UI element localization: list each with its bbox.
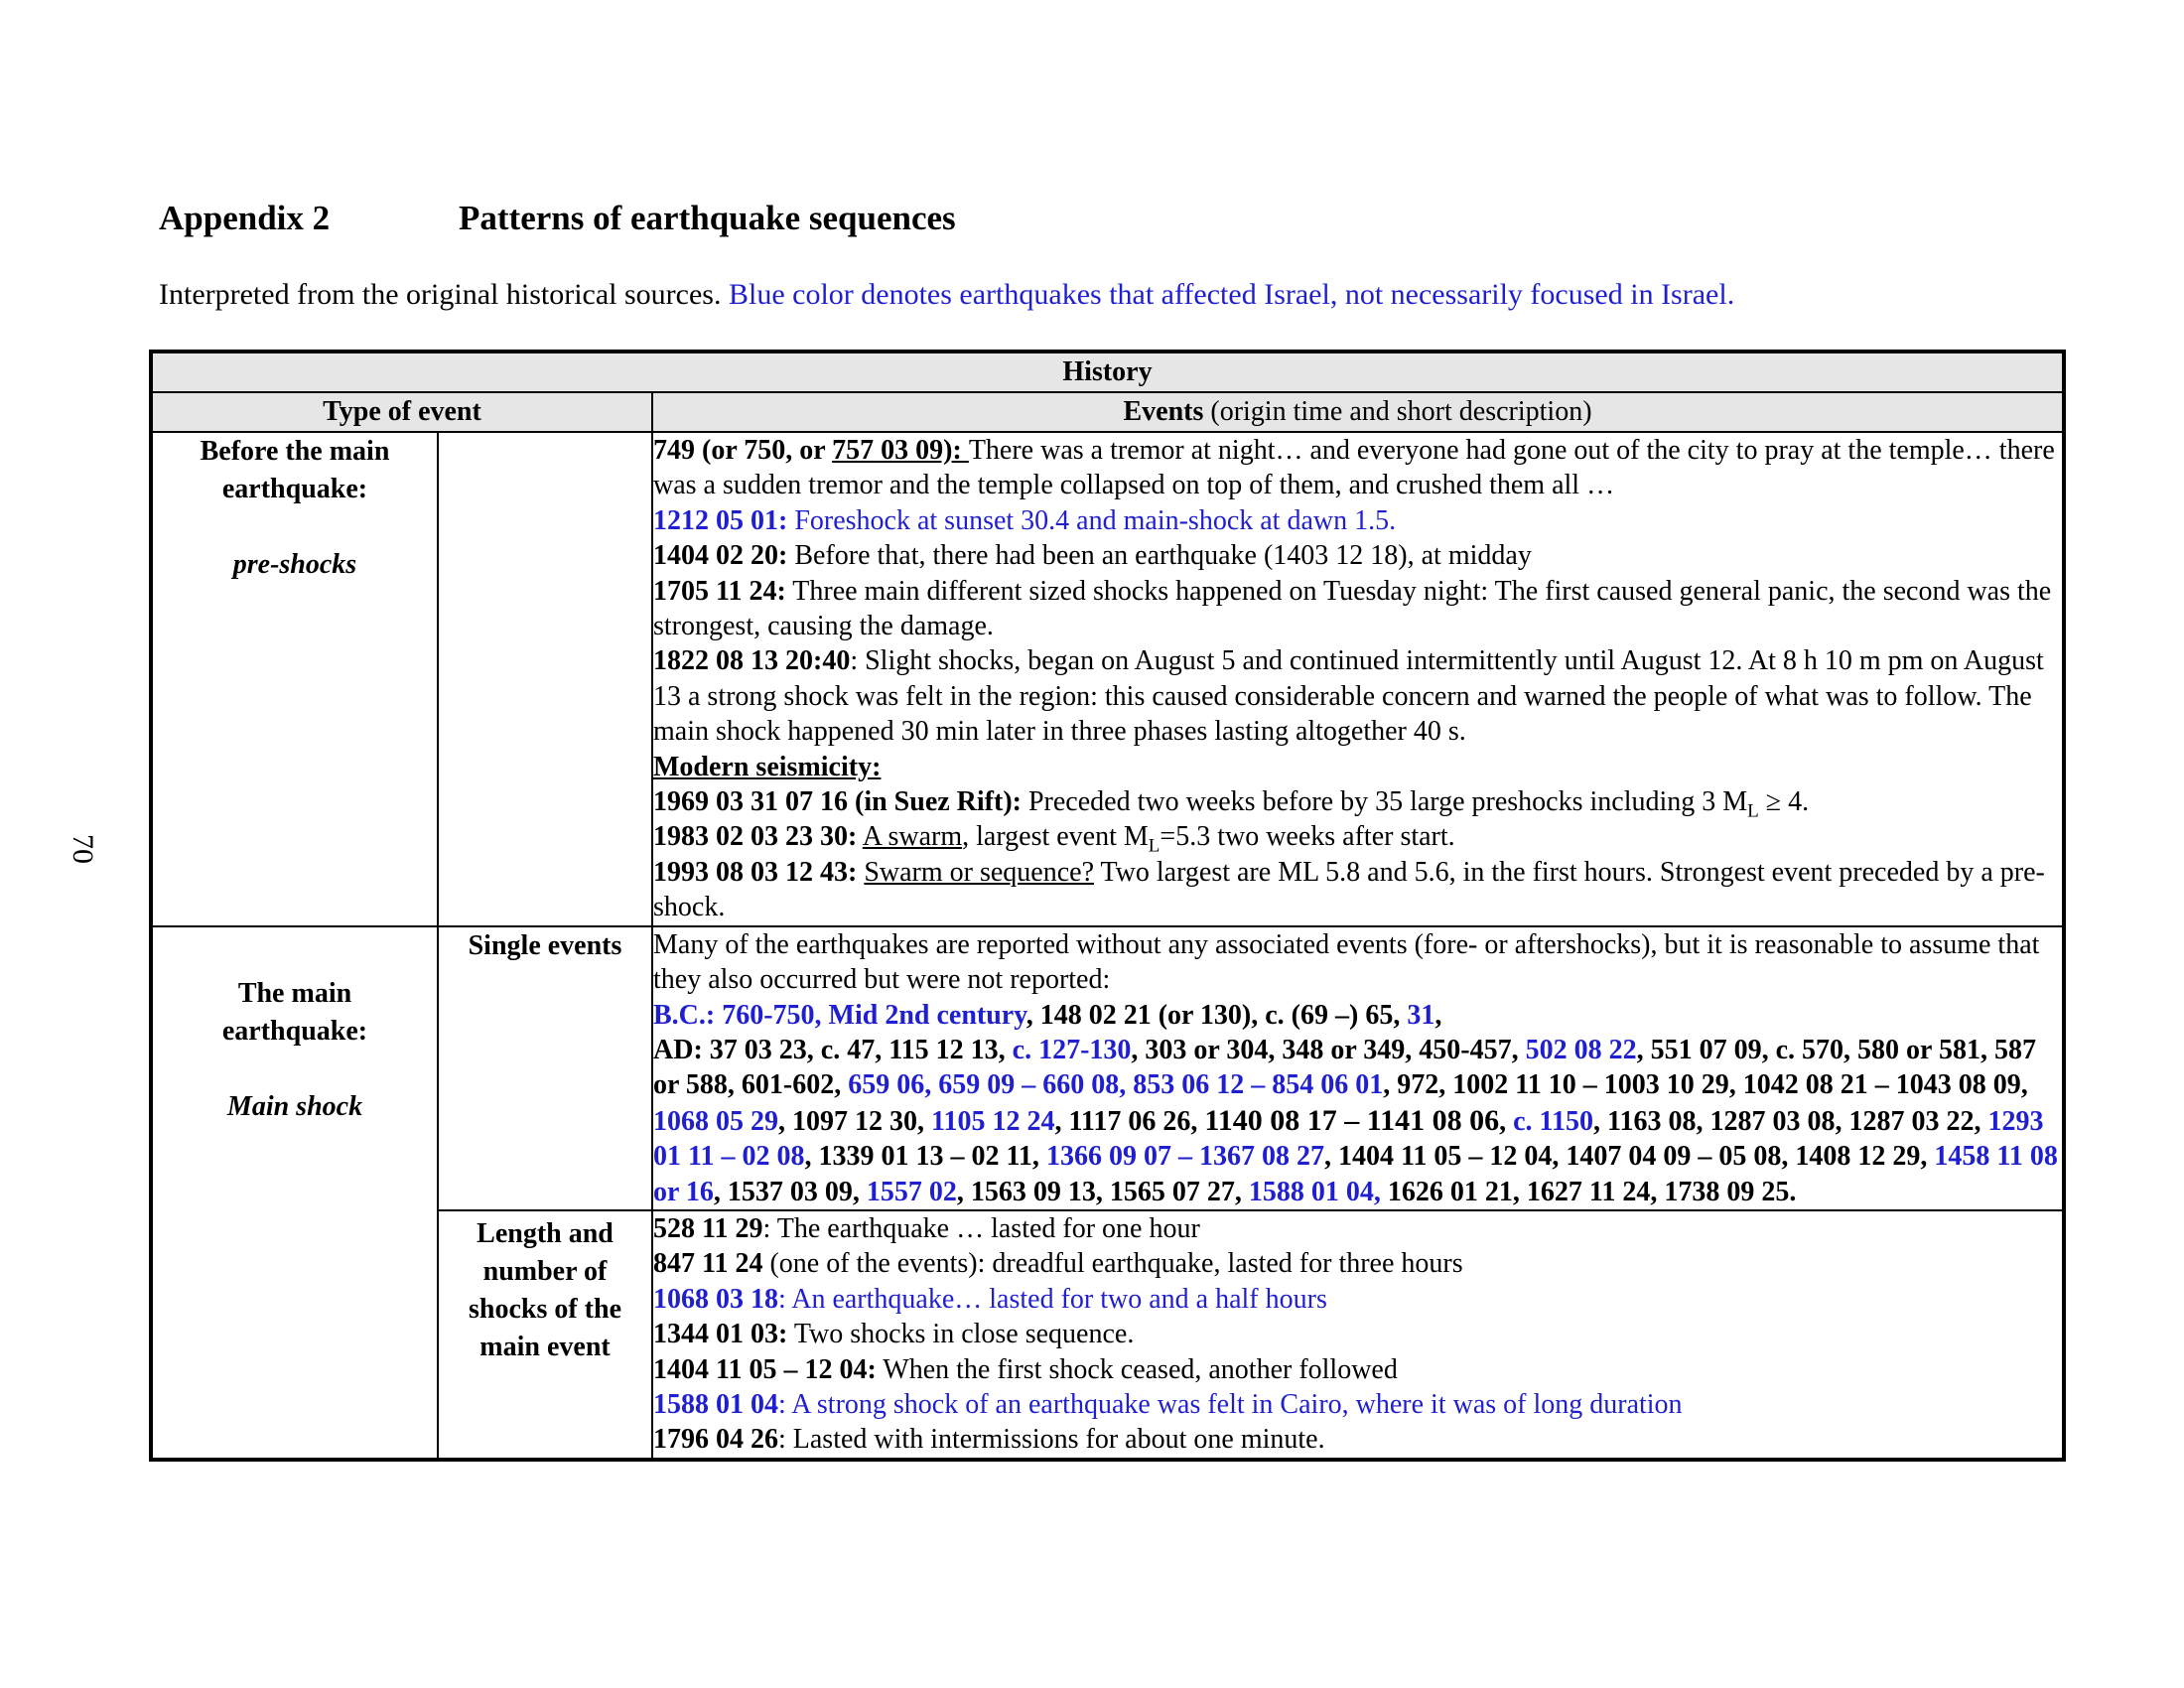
event-entry xyxy=(653,538,2062,573)
event-entry xyxy=(653,855,2062,925)
event-date: 1212 05 01: xyxy=(653,504,788,536)
event-entry xyxy=(653,1352,2062,1387)
event-text: =5.3 two weeks after start. xyxy=(1160,821,1455,853)
events-cell-pre-shocks xyxy=(652,432,2064,926)
event-entry xyxy=(653,1387,2062,1422)
date-blue: 1588 01 04, xyxy=(1248,1176,1381,1207)
event-date: 1969 03 31 07 16 (in Suez Rift): xyxy=(653,786,1022,818)
type-label-line: earthquake: xyxy=(221,474,368,504)
event-date: 1796 04 26 xyxy=(653,1424,778,1456)
subtype-label-line: shocks of the xyxy=(468,1293,621,1325)
column-header-events-bold: Events xyxy=(1123,396,1204,427)
modern-seismicity-heading: Modern seismicity: xyxy=(653,751,882,782)
event-date: 1404 02 20: xyxy=(653,540,788,572)
type-label-line: Before the main xyxy=(200,436,390,467)
event-entry xyxy=(653,574,2062,644)
event-date: 528 11 29 xyxy=(653,1212,763,1244)
intro-paragraph xyxy=(159,278,1734,312)
intro-color-note: Blue color denotes earthquakes that affected Israel, not necessarily focused in Israel. xyxy=(728,278,1735,311)
event-date: 749 (or 750, or xyxy=(653,435,833,466)
event-text: : Lasted with intermissions for about one minute. xyxy=(778,1424,1325,1456)
date-black: , xyxy=(1434,999,1442,1031)
event-text: : An earthquake… lasted for two and a half hours xyxy=(778,1283,1327,1315)
table-row-pre-shocks xyxy=(151,432,2064,926)
events-cell-length xyxy=(652,1210,2064,1460)
bc-dates-line xyxy=(653,998,2062,1033)
event-text: : Slight shocks, began on August 5 and continued intermittently until August 12. At 8 h 10 m pm on August 13 a strong shock was felt in the region: this caused considerable concern and warned the people of what was to follow. The main shock happened 30 min later in three phases lasting altogether 40 s. xyxy=(653,645,2044,748)
event-entry xyxy=(653,1282,2062,1317)
subtype-cell-empty xyxy=(438,432,652,926)
date-black: 1140 08 17 – 1141 08 06 xyxy=(1204,1103,1500,1137)
event-date: 1068 03 18 xyxy=(653,1283,778,1315)
event-date-underlined: 757 03 09): xyxy=(832,435,969,466)
event-text: There was a tremor at night… and everyone had gone out of the city to pray at the temple… there was a sudden tremor and the temple collapsed on top of them, and crushed them all … xyxy=(653,435,2055,501)
date-black: , 1339 01 13 – 02 11, xyxy=(804,1141,1046,1173)
ad-dates-list xyxy=(653,1033,2062,1209)
event-underlined: Swarm or sequence? xyxy=(864,856,1095,888)
date-black: , 1563 09 13, 1565 07 27, xyxy=(956,1176,1249,1207)
type-label-italic: pre-shocks xyxy=(232,549,357,580)
type-label-line: earthquake: xyxy=(221,1015,368,1047)
earthquake-patterns-table xyxy=(149,350,2066,1462)
date-black: , 972, 1002 11 10 – 1003 10 29, 1042 08 21 – 1043 08 09, xyxy=(1383,1069,2028,1101)
type-cell-main-shock xyxy=(151,926,438,1460)
column-header-type: Type of event xyxy=(151,392,652,432)
date-black: , xyxy=(1499,1105,1514,1137)
date-black: , 1097 12 30, xyxy=(778,1105,931,1137)
event-entry xyxy=(653,819,2062,858)
event-text: Two shocks in close sequence. xyxy=(787,1319,1135,1350)
intro-text: Interpreted from the original historical sources. xyxy=(159,278,722,311)
date-blue: 1458 11 08 or 16 xyxy=(653,1141,2058,1207)
event-entry xyxy=(653,503,2062,538)
date-blue: 1366 09 07 – 1367 08 27 xyxy=(1045,1141,1324,1173)
table-row-single-events xyxy=(151,926,2064,1210)
event-text: ≥ 4. xyxy=(1758,786,1810,818)
appendix-label: Appendix 2 xyxy=(159,199,331,237)
events-cell-single-events xyxy=(652,926,2064,1210)
event-text: Before that, there had been an earthquake (1403 12 18), at midday xyxy=(787,540,1532,572)
date-blue: 502 08 22 xyxy=(1525,1034,1637,1065)
single-events-intro: Many of the earthquakes are reported without any associated events (fore- or aftershocks), but it is reasonable to assume that they also occurred but were not reported: xyxy=(653,928,2040,996)
date-black: AD: 37 03 23, c. 47, 115 12 13, xyxy=(653,1034,1013,1065)
event-date: 1822 08 13 20:40 xyxy=(653,645,851,677)
column-header-events-rest: (origin time and short description) xyxy=(1210,396,1592,427)
event-text: Three main different sized shocks happened on Tuesday night: The first caused general panic, the second was the strongest, causing the damage. xyxy=(653,575,2052,642)
date-blue: 1068 05 29 xyxy=(653,1105,778,1137)
date-black: , 1537 03 09, xyxy=(713,1176,867,1207)
event-entry xyxy=(653,643,2062,749)
type-label-line: The main xyxy=(237,977,352,1009)
date-blue: 31 xyxy=(1407,999,1435,1031)
event-text: Preceded two weeks before by 35 large preshocks including 3 M xyxy=(1021,786,1748,818)
event-text: When the first shock ceased, another followed xyxy=(876,1353,1398,1385)
event-text: : A strong shock of an earthquake was felt in Cairo, where it was of long duration xyxy=(778,1388,1683,1420)
event-entry xyxy=(653,1211,2062,1246)
event-entry xyxy=(653,1422,2062,1457)
date-black: , 1117 06 26, xyxy=(1054,1105,1205,1137)
date-blue: 1293 01 11 – 02 08 xyxy=(653,1105,2044,1173)
date-black: , 1163 08, 1287 03 08, 1287 03 22, xyxy=(1592,1105,1988,1137)
subtype-label-line: number of xyxy=(482,1255,608,1287)
date-black: , 303 or 304, 348 or 349, 450-457, xyxy=(1131,1034,1526,1065)
subtype-cell-length xyxy=(438,1210,652,1460)
subtype-label-line: Length and xyxy=(477,1217,614,1249)
event-date: 1993 08 03 12 43: xyxy=(653,856,858,888)
magnitude-subscript: L xyxy=(1747,800,1759,822)
event-entry xyxy=(653,1246,2062,1281)
date-blue: 659 06, 659 09 – 660 08, 853 06 12 – 854 06 01 xyxy=(848,1069,1384,1101)
column-header-events xyxy=(652,392,2064,432)
date-blue: 1105 12 24 xyxy=(931,1105,1055,1137)
table-row-length-of-shocks xyxy=(151,1210,2064,1460)
appendix-heading xyxy=(159,199,956,238)
type-cell-pre-shocks xyxy=(151,432,438,926)
event-date: 847 11 24 xyxy=(653,1248,763,1280)
event-date: 1588 01 04 xyxy=(653,1388,778,1420)
magnitude-subscript: L xyxy=(1148,836,1160,858)
date-black: 1626 01 21, 1627 11 24, 1738 09 25. xyxy=(1380,1176,1797,1207)
type-label-italic: Main shock xyxy=(226,1090,363,1122)
event-text: : The earthquake … lasted for one hour xyxy=(762,1212,1200,1244)
subtype-cell-single-events: Single events xyxy=(438,926,652,1210)
event-entry xyxy=(653,433,2062,503)
event-text: , largest event M xyxy=(962,821,1149,853)
appendix-title: Patterns of earthquake sequences xyxy=(459,199,956,237)
date-black: , 551 07 09, c. 570, 580 or 581, 587 or 588, 601-602, xyxy=(653,1034,2036,1101)
date-blue: 1557 02 xyxy=(866,1176,957,1207)
event-date: 1705 11 24: xyxy=(653,575,786,607)
event-entry xyxy=(653,1317,2062,1351)
event-date: 1344 01 03: xyxy=(653,1319,788,1350)
event-date: 1404 11 05 – 12 04: xyxy=(653,1353,877,1385)
page-number: 70 xyxy=(67,834,99,864)
table-header-history: History xyxy=(151,352,2064,392)
event-text: Foreshock at sunset 30.4 and main-shock at dawn 1.5. xyxy=(787,504,1397,536)
event-entry xyxy=(653,784,2062,822)
date-blue: c. 127-130 xyxy=(1012,1034,1132,1065)
date-black: , 1404 11 05 – 12 04, 1407 04 09 – 05 08, 1408 12 29, xyxy=(1323,1141,1935,1173)
event-underlined: A swarm xyxy=(862,821,963,853)
event-text: (one of the events): dreadful earthquake, lasted for three hours xyxy=(762,1248,1463,1280)
subtype-label-line: main event xyxy=(479,1331,611,1362)
event-text: Two largest are ML 5.8 and 5.6, in the first hours. Strongest event preceded by a pre-shock. xyxy=(653,856,2045,923)
date-blue: c. 1150 xyxy=(1513,1105,1593,1137)
date-black: , 148 02 21 (or 130), c. (69 –) 65, xyxy=(1025,999,1408,1031)
date-blue: B.C.: 760-750, Mid 2nd century xyxy=(653,999,1026,1031)
event-date: 1983 02 03 23 30: xyxy=(653,821,858,853)
